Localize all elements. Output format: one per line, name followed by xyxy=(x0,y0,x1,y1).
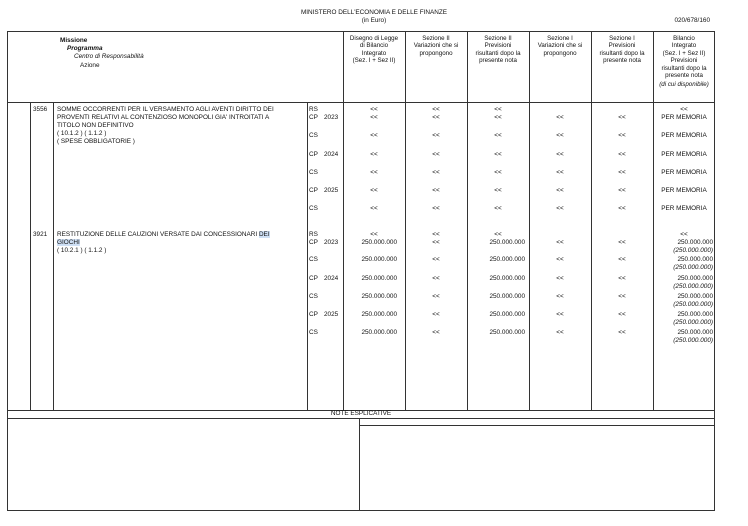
col-line xyxy=(343,31,344,411)
cell-value: << xyxy=(432,132,440,139)
chapter-number: 3921 xyxy=(33,231,48,238)
row-year: 2024 xyxy=(324,151,339,158)
chapter-codes: ( 10.1.2 ) ( 1.1.2 ) xyxy=(57,130,107,137)
header-col-sez1-var: Sezione I Variazioni che si propongono xyxy=(537,35,583,57)
row-type: CS xyxy=(309,293,318,300)
cell-value: << xyxy=(618,151,626,158)
cell-value: 250.000.000 xyxy=(489,275,525,282)
header-divider xyxy=(7,102,715,103)
cell-value: 250.000.000 xyxy=(677,293,713,300)
cell-value: << xyxy=(618,329,626,336)
currency-note: (in Euro) xyxy=(361,17,387,24)
cell-value: << xyxy=(494,106,502,113)
chapter-note: ( SPESE OBBLIGATORIE ) xyxy=(57,138,135,145)
cell-value: << xyxy=(432,106,440,113)
cell-value: << xyxy=(680,106,688,113)
row-type: CP xyxy=(309,275,318,282)
page-code: 020/678/160 xyxy=(674,17,710,24)
cell-value: 250.000.000 xyxy=(677,329,713,336)
row-type: RS xyxy=(309,231,318,238)
row-type: CP xyxy=(309,311,318,318)
row-type: CS xyxy=(309,205,318,212)
cell-value: << xyxy=(618,239,626,246)
notes-title: NOTE ESPLICATIVE xyxy=(330,410,392,417)
row-year: 2025 xyxy=(324,187,339,194)
row-year: 2023 xyxy=(324,239,339,246)
cell-value: << xyxy=(618,187,626,194)
row-year: 2023 xyxy=(324,114,339,121)
cell-value: 250.000.000 xyxy=(677,311,713,318)
cell-value: << xyxy=(432,311,440,318)
cell-value: 250.000.000 xyxy=(361,275,397,282)
cell-value: << xyxy=(494,231,502,238)
cell-value: 250.000.000 xyxy=(361,329,397,336)
row-type: RS xyxy=(309,106,318,113)
budget-table-frame xyxy=(7,31,715,411)
cell-value: << xyxy=(370,169,378,176)
cell-available: (250.000.000) xyxy=(673,301,713,308)
cell-value: << xyxy=(556,114,564,121)
cell-value: PER MEMORIA xyxy=(661,151,707,158)
header-missione: Missione xyxy=(60,37,88,44)
row-year: 2025 xyxy=(324,311,339,318)
row-type: CS xyxy=(309,256,318,263)
cell-available: (250.000.000) xyxy=(673,337,713,344)
cell-value: << xyxy=(618,132,626,139)
header-col-ddl: Disegno di Legge di Bilancio Integrato (Sez. I + Sez II) xyxy=(349,35,399,65)
cell-value: << xyxy=(432,239,440,246)
row-year: 2024 xyxy=(324,275,339,282)
cell-value: 250.000.000 xyxy=(361,311,397,318)
header-azione: Azione xyxy=(80,62,100,69)
cell-value: 250.000.000 xyxy=(361,293,397,300)
cell-value: << xyxy=(556,293,564,300)
cell-value: << xyxy=(556,169,564,176)
row-type: CP xyxy=(309,239,318,246)
cell-value: 250.000.000 xyxy=(361,239,397,246)
cell-value: << xyxy=(370,106,378,113)
cell-value: << xyxy=(494,151,502,158)
cell-value: PER MEMORIA xyxy=(661,187,707,194)
cell-value: << xyxy=(494,187,502,194)
cell-value: << xyxy=(494,114,502,121)
cell-value: << xyxy=(494,205,502,212)
cell-value: << xyxy=(618,293,626,300)
notes-line xyxy=(359,425,715,426)
chapter-codes: ( 10.2.1 ) ( 1.1.2 ) xyxy=(57,247,107,254)
notes-box xyxy=(7,418,715,511)
header-col-sez2-var: Sezione II Variazioni che si propongono xyxy=(413,35,459,57)
cell-value: << xyxy=(618,205,626,212)
cell-value: << xyxy=(680,231,688,238)
col-line xyxy=(30,102,31,411)
cell-value: 250.000.000 xyxy=(361,256,397,263)
cell-value: << xyxy=(432,275,440,282)
cell-value: PER MEMORIA xyxy=(661,169,707,176)
cell-value: 250.000.000 xyxy=(489,239,525,246)
cell-value: 250.000.000 xyxy=(489,256,525,263)
chapter-number: 3556 xyxy=(33,106,48,113)
notes-divider xyxy=(359,418,360,511)
row-type: CP xyxy=(309,187,318,194)
chapter-description: RESTITUZIONE DELLE CAUZIONI VERSATE DAI CONCESSIONARI DEI xyxy=(57,231,270,238)
header-centro: Centro di Responsabilità xyxy=(74,53,144,60)
cell-value: << xyxy=(556,187,564,194)
cell-value: << xyxy=(556,311,564,318)
header-col-sez1-prev: Sezione I Previsioni risultanti dopo la presente nota xyxy=(599,35,645,65)
cell-value: << xyxy=(556,275,564,282)
chapter-description: GIOCHI xyxy=(57,239,80,246)
cell-value: 250.000.000 xyxy=(489,329,525,336)
cell-value: << xyxy=(556,205,564,212)
row-type: CS xyxy=(309,132,318,139)
cell-value: << xyxy=(556,132,564,139)
cell-value: << xyxy=(370,205,378,212)
col-line xyxy=(467,31,468,411)
ministry-title: MINISTERO DELL'ECONOMIA E DELLE FINANZE xyxy=(300,9,448,16)
cell-value: << xyxy=(370,187,378,194)
row-type: CS xyxy=(309,169,318,176)
chapter-description: PROVENTI RELATIVI AL CONTENZIOSO MONOPOLI GIA' INTROITATI A xyxy=(57,114,270,121)
cell-value: << xyxy=(432,231,440,238)
cell-value: << xyxy=(556,239,564,246)
cell-value: << xyxy=(618,256,626,263)
cell-value: 250.000.000 xyxy=(677,275,713,282)
cell-value: 250.000.000 xyxy=(489,311,525,318)
cell-value: << xyxy=(432,293,440,300)
cell-value: << xyxy=(432,114,440,121)
cell-value: PER MEMORIA xyxy=(661,114,707,121)
cell-value: PER MEMORIA xyxy=(661,205,707,212)
col-line xyxy=(529,31,530,411)
chapter-description: TITOLO NON DEFINITIVO xyxy=(57,122,134,129)
cell-value: << xyxy=(432,205,440,212)
col-line xyxy=(53,102,54,411)
cell-value: << xyxy=(370,151,378,158)
cell-value: << xyxy=(432,256,440,263)
header-col-bilancio: Bilancio Integrato (Sez. I + Sez II) Previsioni risultanti dopo la presente nota (di cui disponibile) xyxy=(659,35,709,89)
cell-value: 250.000.000 xyxy=(677,256,713,263)
cell-value: << xyxy=(370,132,378,139)
cell-available: (250.000.000) xyxy=(673,264,713,271)
cell-value: << xyxy=(432,169,440,176)
cell-available: (250.000.000) xyxy=(673,283,713,290)
col-line xyxy=(405,31,406,411)
cell-available: (250.000.000) xyxy=(673,247,713,254)
cell-value: << xyxy=(432,151,440,158)
col-line xyxy=(307,102,308,411)
cell-value: << xyxy=(432,187,440,194)
row-type: CS xyxy=(309,329,318,336)
cell-value: << xyxy=(556,329,564,336)
cell-value: << xyxy=(432,329,440,336)
cell-value: << xyxy=(556,151,564,158)
header-programma: Programma xyxy=(67,45,103,52)
cell-value: 250.000.000 xyxy=(489,293,525,300)
cell-value: << xyxy=(556,256,564,263)
cell-value: << xyxy=(494,169,502,176)
cell-value: << xyxy=(494,132,502,139)
cell-value: << xyxy=(618,311,626,318)
cell-value: << xyxy=(370,231,378,238)
cell-value: PER MEMORIA xyxy=(661,132,707,139)
chapter-description: SOMME OCCORRENTI PER IL VERSAMENTO AGLI AVENTI DIRITTO DEI xyxy=(57,106,274,113)
cell-value: 250.000.000 xyxy=(677,239,713,246)
cell-value: << xyxy=(618,275,626,282)
cell-available: (250.000.000) xyxy=(673,319,713,326)
cell-value: << xyxy=(370,114,378,121)
header-col-sez2-prev: Sezione II Previsioni risultanti dopo la presente nota xyxy=(475,35,521,65)
row-type: CP xyxy=(309,114,318,121)
cell-value: << xyxy=(618,114,626,121)
col-line xyxy=(591,31,592,411)
cell-value: << xyxy=(618,169,626,176)
row-type: CP xyxy=(309,151,318,158)
